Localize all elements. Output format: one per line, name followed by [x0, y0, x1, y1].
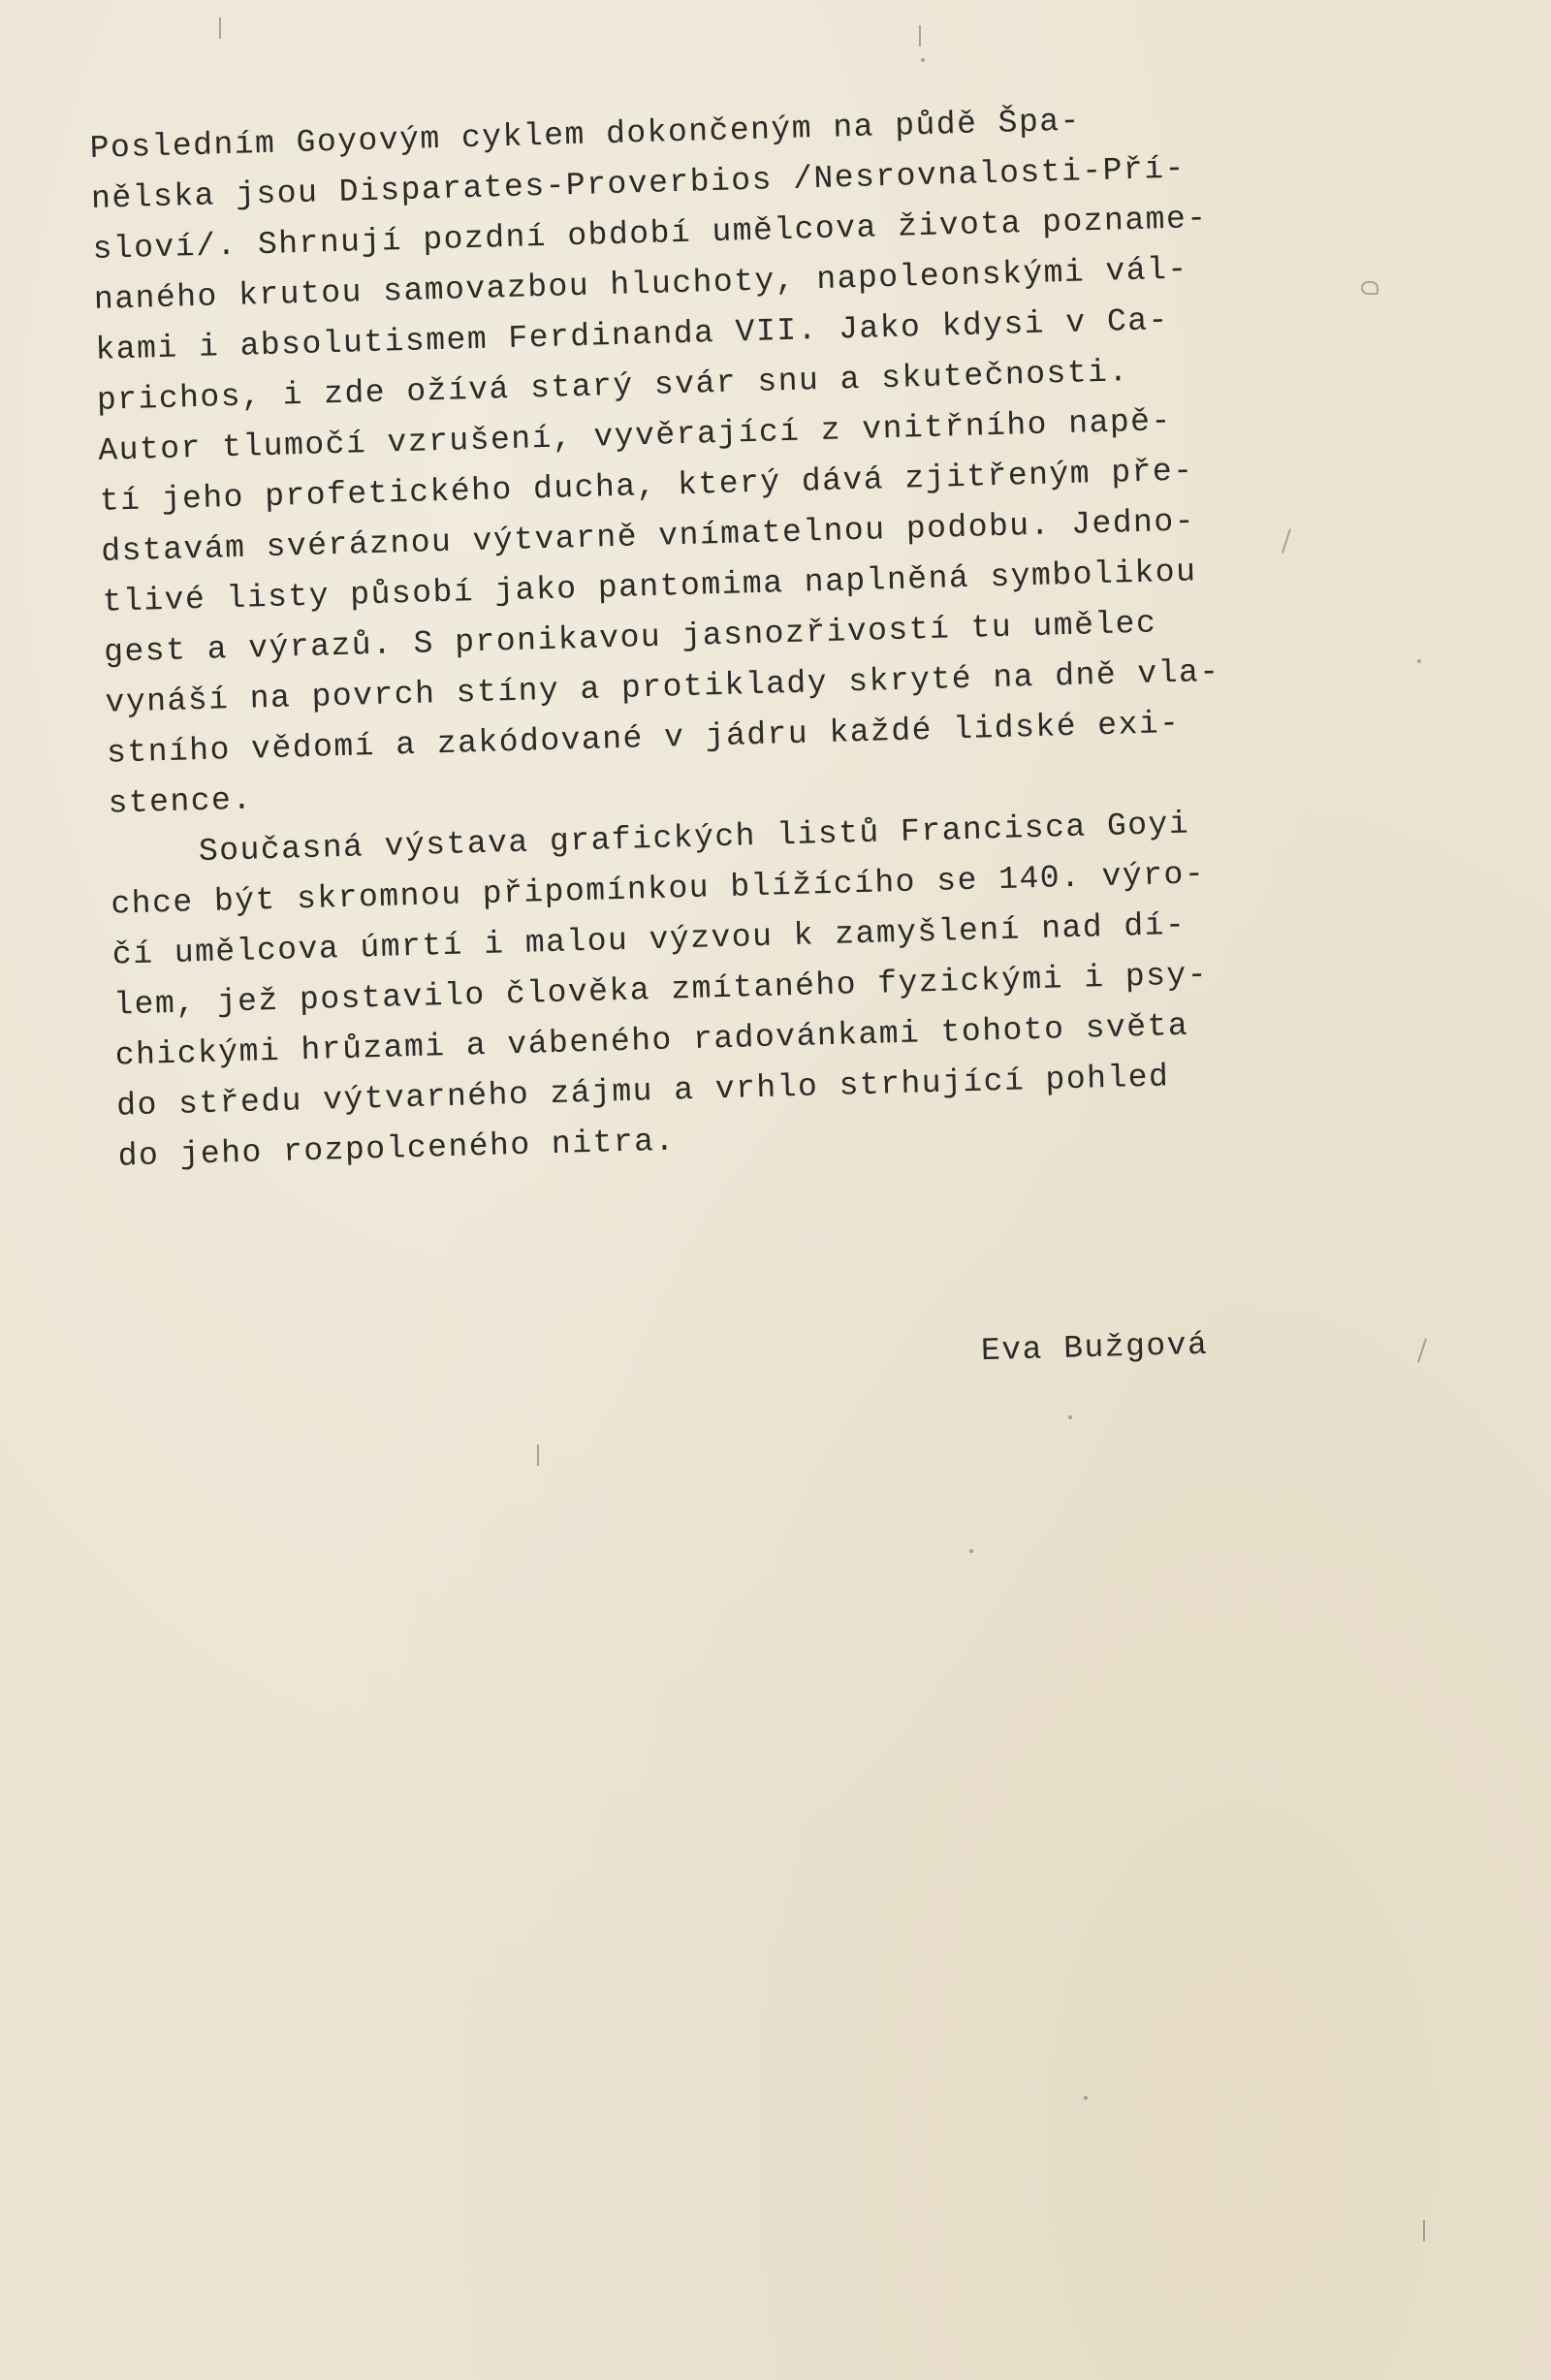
paper-speck	[1417, 659, 1421, 663]
text-line: stence.	[108, 781, 254, 822]
text-line: nělska jsou Disparates-Proverbios /Nesrovnalosti-Pří-	[90, 150, 1187, 217]
paper-speck	[919, 25, 921, 47]
typewritten-text	[89, 90, 1320, 1182]
text-line: dstavám svéráznou výtvarně vnímatelnou podobu. Jedno-	[100, 503, 1196, 570]
paper-speck	[537, 1444, 539, 1466]
text-line: sloví/. Shrnují pozdní období umělcova života poznamе-	[92, 200, 1209, 268]
text-line: naného krutou samovazbou hluchoty, napoleonskými vál-	[93, 251, 1189, 318]
paper-speck	[969, 1549, 973, 1553]
text-line: vynáší na povrch stíny a protiklady skryté na dně vla-	[105, 653, 1221, 721]
text-line: Autor tlumočí vzrušení, vyvěrající z vnitřního napě-	[97, 402, 1173, 469]
text-line: lem, jež postavilo člověka zmítaného fyzickými i psy-	[112, 957, 1209, 1024]
author-signature: Eva Bužgová	[980, 1326, 1209, 1370]
text-line: chickými hrůzami a vábeného radovánkami tohoto světa	[114, 1007, 1189, 1074]
text-line: prichos, i zde ožívá starý svár snu a skutečnosti.	[96, 354, 1130, 419]
paper-speck	[1084, 2096, 1088, 2100]
paper-speck	[1068, 1415, 1072, 1419]
paper-speck	[921, 58, 925, 62]
text-line: stního vědomí a zakódované v jádru každé lidské exi-	[106, 705, 1182, 772]
paper-speck	[1417, 1338, 1427, 1362]
text-line: Současná výstava grafických listů Francisca Goyi	[198, 806, 1190, 871]
paper-speck	[219, 17, 221, 39]
paper-speck	[1423, 2220, 1425, 2241]
paper-speck	[1361, 281, 1378, 295]
text-line: tlivé listy působí jako pantomima naplněná symbolikou	[102, 554, 1197, 620]
text-line: tí jeho profetického ducha, který dává zjitřeným pře-	[99, 453, 1195, 520]
text-line: Posledním Goyovým cyklem dokončeným na půdě Špa-	[89, 103, 1082, 167]
text-line: do středu výtvarného zájmu a vrhlo strhující pohled	[115, 1059, 1170, 1125]
text-line: kami i absolutismem Ferdinanda VII. Jako kdysi v Ca-	[95, 301, 1170, 368]
text-line: čí umělcova úmrtí i malou výzvou k zamyšlení nad dí-	[111, 906, 1187, 973]
text-line: do jeho rozpolceného nitra.	[117, 1123, 677, 1175]
text-line: gest a výrazů. S pronikavou jasnozřivostí tu umělec	[103, 605, 1157, 671]
text-line: chce být skromnou připomínkou blížícího se 140. výro-	[110, 856, 1206, 923]
